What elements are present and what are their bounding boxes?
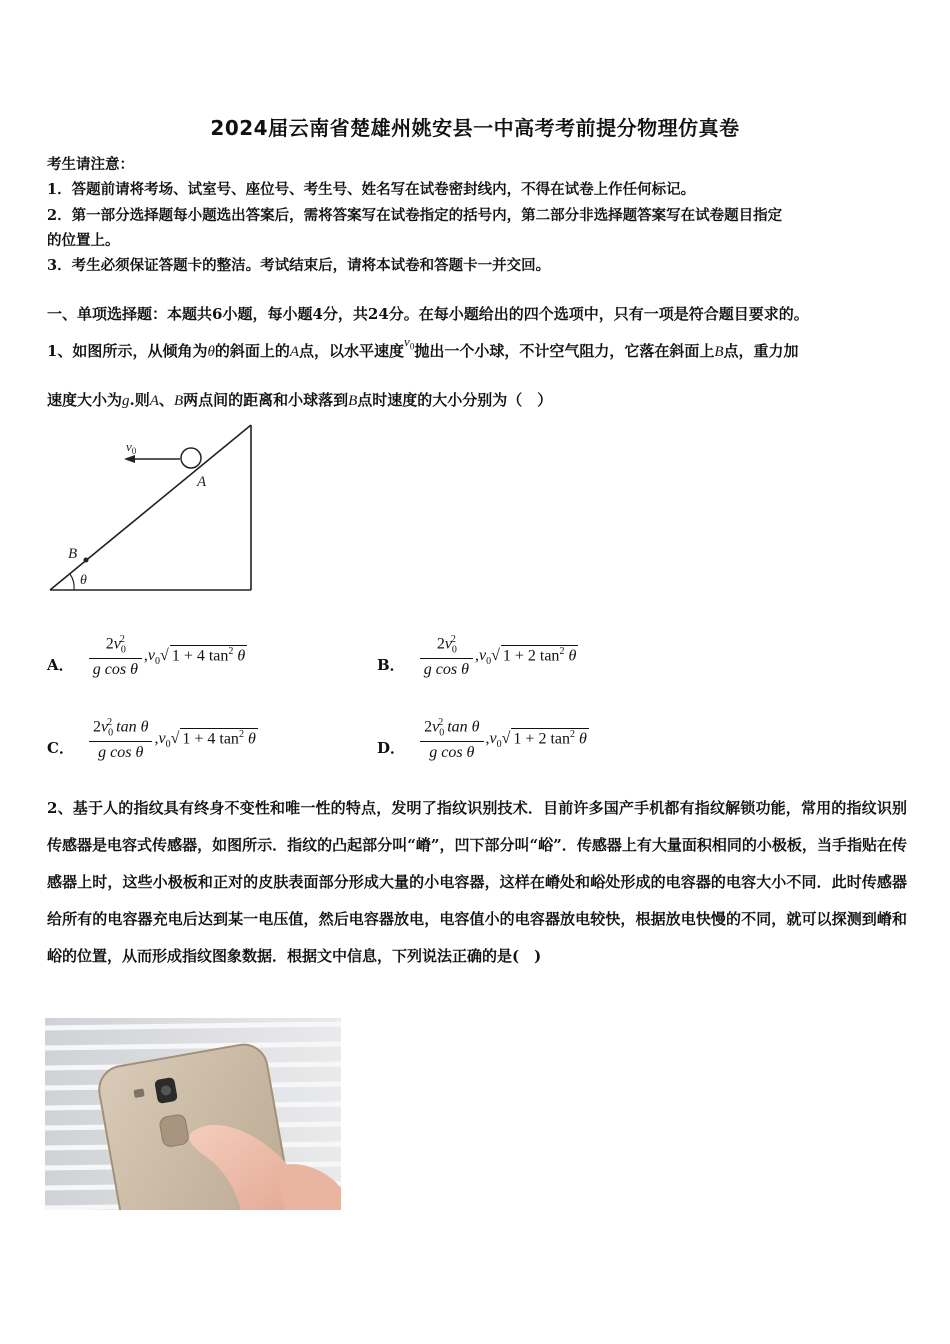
q1-text: 点，重力加 [723,342,799,360]
numerator: $2v_0^2$ tan θ [420,717,483,742]
option-formula: $\frac{2v_0^2}{\text{g cos θ}}$ $,v_0√$ 1 + 4 $\tan^2 \theta$ [89,647,248,664]
numerator: $2v_0^2$ tan θ [89,717,152,742]
point-b-label: B [68,546,78,562]
q1-text: 点，以水平速度 [299,342,405,360]
point-a-symbol: A [289,344,300,360]
notice-item-3: 3．考生必须保证答题卡的整洁。考试结束后，请将本试卷和答题卡一并交回。 [47,257,551,274]
option-label: A． [47,655,74,674]
denominator: g cos θ [92,660,138,678]
point-b-dot [84,558,89,563]
q1-text: 1、如图所示，从倾角为 [47,342,208,360]
fraction [89,717,152,762]
incline-surface [50,425,251,590]
point-a-symbol: A [149,393,159,409]
point-b-symbol: B [348,393,358,409]
sqrt-sign: √ [491,646,500,664]
q1-line-1 [47,334,799,362]
q1-text: 的斜面上的 [214,342,290,360]
theta-label: θ [80,573,87,588]
q1-line-2 [47,389,552,410]
sqrt-sign: √ [170,729,180,747]
g-symbol: g [122,393,130,409]
q1-text: 速度大小为 [47,391,123,409]
v0-var: v [404,334,410,349]
denominator: g cos θ [98,743,144,761]
notice-item-1: 1．答题前请将考场、试室号、座位号、考生号、姓名写在试卷密封线内，不得在试卷上作任何标记。 [47,181,696,198]
point-b-symbol: B [173,393,184,409]
q1-text: 两点间的距离和小球落到 [183,391,349,409]
phone-photo-illustration [45,1018,341,1210]
q1-text: .则 [129,391,150,409]
section-heading: 一、单项选择题：本题共6小题，每小题4分，共24分。在每小题给出的四个选项中，只有一项是符合题目要求的。 [47,305,809,323]
option-b[interactable] [377,634,578,679]
option-label: B． [377,655,405,674]
page-title: 2024届云南省楚雄州姚安县一中高考考前提分物理仿真卷 [210,116,740,140]
v0-label: $v_0$ [126,439,137,456]
incline-figure [40,418,265,600]
radicand: 1 + 2 $\tan^2 \theta$ [502,645,577,664]
fraction [420,717,483,762]
angle-arc [70,574,74,590]
option-d[interactable] [377,717,589,762]
radicand: 1 + 4 $\tan^2 \theta$ [182,728,256,747]
fingerprint-sensor-icon [159,1114,190,1148]
v0-symbol [404,334,415,352]
sqrt-sign: √ [160,646,169,664]
option-formula: $\frac{2v_0^2 \tan \theta}{\text{g cos θ}}$ $,v_0√$ 1 + 4 $\tan^2 \theta$ [89,730,258,747]
option-a[interactable] [47,634,247,679]
option-formula: $\frac{2v_0^2 \tan \theta}{\text{g cos θ}}$ $,v_0√$ 1 + 2 $\tan^2 \theta$ [420,730,589,747]
numerator: $2v_0^2$ [420,634,473,659]
option-formula: $\frac{2v_0^2}{\text{g cos θ}}$ $,v_0√$ 1 + 2 $\tan^2 \theta$ [420,647,579,664]
option-label: C． [47,738,74,757]
option-label: D． [377,738,406,757]
v0-sub: 0 [409,341,415,352]
fingerprint-phone-photo [45,1018,341,1210]
fraction [89,634,142,679]
radicand: 1 + 4 $\tan^2 \theta$ [171,645,246,664]
notice-item-2-cont: 的位置上。 [47,232,120,249]
q1-text: 、 [158,391,174,409]
point-a-label: A [197,474,207,490]
theta-symbol: θ [207,344,215,360]
ball [181,448,201,468]
denominator: g cos θ [429,743,475,761]
option-c[interactable] [47,717,258,762]
fraction [420,634,473,679]
point-b-symbol: B [714,344,724,360]
sqrt-sign: √ [501,729,511,747]
notice-heading: 考生请注意： [47,156,134,173]
notice-item-2: 2．第一部分选择题每小题选出答案后，需将答案写在试卷指定的括号内，第二部分非选择题答案写在试卷题目指定 [47,207,783,224]
velocity-arrowhead [124,455,135,463]
q1-text: 点时速度的大小分别为（ ） [357,391,553,409]
numerator: $2v_0^2$ [89,634,142,659]
denominator: g cos θ [423,660,469,678]
q2-stem: 2、基于人的指纹具有终身不变性和唯一性的特点，发明了指纹识别技术．目前许多国产手机都有指纹解锁功能，常用的指纹识别传感器是电容式传感器，如图所示．指纹的凸起部分叫“嵴”，凹下部分叫“峪”．传感器上有大量面积相同的小极板，当手指贴在传感器上时，这些小极板和正对的皮肤表面部分形成大量的小电容器，这样在嵴处和峪处形成的电容器的电容大小不同．此时传感器给所有的电容器充电后达到某一电压值，然后电容器放电，电容值小的电容器放电较快，根据放电快慢的不同，就可以探测到嵴和峪的位置，从而形成指纹图象数据．根据文中信息，下列说法正确的是( ) [47,799,907,965]
q1-text: 抛出一个小球，不计空气阻力，它落在斜面上 [414,342,715,360]
radicand: 1 + 2 $\tan^2 \theta$ [513,728,587,747]
